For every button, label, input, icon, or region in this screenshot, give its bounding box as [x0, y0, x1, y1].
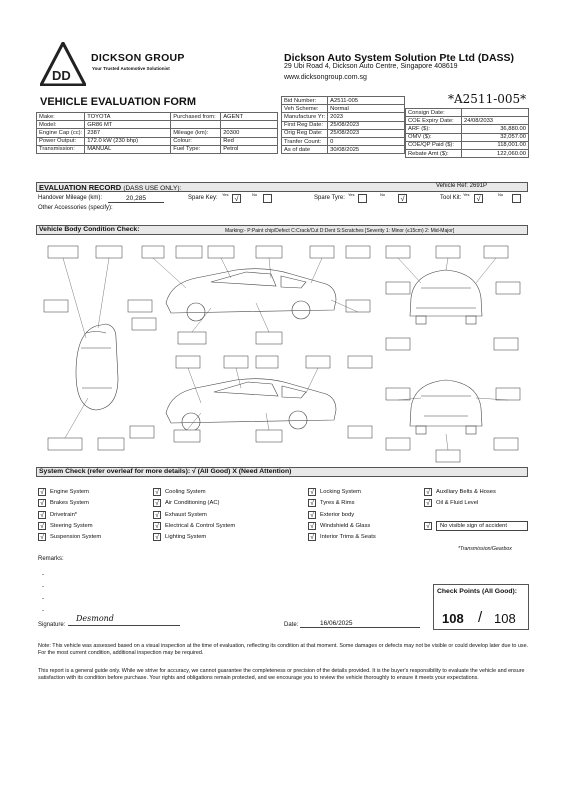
- system-check-item: Cooling System: [165, 489, 206, 495]
- handover-mileage-value: 20,285: [108, 195, 164, 203]
- remarks-label: Remarks:: [38, 556, 64, 562]
- vehicle-details-left: Make: TOYOTA Purchased from: AGENT Model: GR86 MT Engine Cap (cc): 2387 Mileage (km): 20300 Power Output: 172.0 kW (230 bhp) Colour: Red Transmission: MANUAL Fuel Type: Petrol: [36, 112, 278, 154]
- system-check-item: Tyres & Rims: [320, 500, 355, 507]
- dass-name: Dickson Auto System Solution Pte Ltd (DASS): [284, 52, 515, 64]
- system-check-item: Exhaust System: [165, 511, 207, 518]
- signature-label: Signature:: [38, 622, 66, 628]
- spare-key-yes-box[interactable]: √: [232, 194, 241, 203]
- tool-kit-no-box[interactable]: [512, 194, 521, 203]
- system-check-item: Exterior body: [320, 511, 355, 518]
- system-check-box[interactable]: √: [308, 511, 316, 519]
- check-points-box: Check Points (All Good): 108 / 108: [433, 584, 529, 630]
- check-good: 108: [442, 611, 464, 626]
- system-check-box[interactable]: √: [153, 499, 161, 507]
- system-check-item: Steering System: [50, 522, 93, 529]
- car-front-view: [410, 380, 482, 426]
- system-check-item: Locking System: [320, 489, 361, 495]
- car-side-view-left: [166, 379, 336, 423]
- system-check-item: Drivetrain*: [50, 511, 78, 518]
- system-check-item: Engine System: [50, 489, 89, 495]
- tool-kit-yes-box[interactable]: √: [474, 194, 483, 203]
- spare-tyre-yes-box[interactable]: [358, 194, 367, 203]
- transmission-footnote: *Transmission/Gearbox: [458, 546, 512, 552]
- system-check-header: System Check (refer overleaf for more details): √ (All Good) X (Need Attention): [36, 467, 528, 477]
- system-check-box[interactable]: √: [153, 488, 161, 496]
- marking-legend: Marking:- P:Paint chip/Defect C:Crack/Cut D:Dent S:Scratches [Severity 1: Minor (≤15cm) 2: Mid-Major]: [225, 228, 455, 234]
- system-check-box[interactable]: √: [308, 522, 316, 530]
- dass-address: 29 Ubi Road 4, Dickson Auto Centre, Singapore 408619: [284, 63, 458, 70]
- system-check-box[interactable]: √: [424, 499, 432, 507]
- tool-kit-label: Tool Kit:: [440, 195, 462, 201]
- dickson-logo: [40, 42, 86, 86]
- system-check-box[interactable]: √: [38, 488, 46, 496]
- signature: Desmond: [76, 614, 114, 623]
- system-check-box[interactable]: √: [308, 499, 316, 507]
- other-accessories-label: Other Accessories (specify):: [38, 205, 113, 211]
- system-check-box[interactable]: √: [424, 522, 432, 530]
- body-check-header: Vehicle Body Condition Check: Marking:- P:Paint chip/Defect C:Crack/Cut D:Dent S:Scratches [Severity 1: Minor (≤15cm) 2: Mid-Major]: [36, 225, 528, 235]
- company-name: DICKSON GROUP: [91, 52, 185, 64]
- signoff-date: 16/06/2025: [320, 620, 353, 627]
- car-top-view: [76, 324, 118, 410]
- vehicle-details-right: Consign Date: COE Expiry Date: 24/08/2033 ARF ($): 36,880.00 OMV ($): 32,057.00 COE/QP Paid ($): 118,001.00 Rebate Amt ($): 122,060.00: [405, 108, 529, 158]
- system-check-item: Electrical & Control System: [165, 522, 236, 529]
- date-label: Date:: [284, 622, 299, 628]
- spare-key-label: Spare Key:: [188, 195, 218, 201]
- evaluation-record-header: EVALUATION RECORD (DASS USE ONLY): Vehicle Ref: 2691P: [36, 182, 528, 192]
- svg-text:DD: DD: [52, 68, 71, 83]
- handover-mileage-label: Handover Mileage (km):: [38, 195, 103, 201]
- system-check-item: Lighting System: [165, 534, 207, 541]
- check-total: 108: [494, 611, 516, 626]
- system-check-item: No visible sign of accident: [436, 521, 528, 531]
- stamp-reference: *A2511-005*: [448, 92, 527, 106]
- form-title: VEHICLE EVALUATION FORM: [40, 96, 197, 108]
- system-check-box[interactable]: √: [38, 499, 46, 507]
- car-side-view-right: [166, 269, 336, 313]
- system-check-box[interactable]: √: [38, 522, 46, 530]
- dass-website[interactable]: www.dicksongroup.com.sg: [284, 74, 367, 81]
- note-inspection: Note: This vehicle was assessed based on a visual inspection at the time of evaluation, reflecting its condition at that moment. Some damages or defects may not be visible or could develop later due to use. For the most current condition, additional inspection may be required.: [38, 643, 529, 657]
- spare-tyre-label: Spare Tyre:: [314, 195, 345, 201]
- note-disclaimer: This report is a general guide only. While we strive for accuracy, we cannot guarantee the completeness or precision of the details provided. It is the buyer's responsibility to evaluate the vehicle and ensure satisfaction with its condition before purchase. Your rights and obligations remain protected, and we encourage you to review the vehicle thoroughly to ensure it meets your expectations.: [38, 668, 525, 682]
- system-check-item: Suspension System: [50, 534, 102, 541]
- vehicle-details-mid: Bid Number: A2511-005 Veh Scheme: Normal Manufacture Yr: 2023 First Reg Date: 25/08/2023 Orig Reg Date: 25/08/2023 Tranfer Count: 0 As of date 30/08/2025: [281, 96, 405, 154]
- system-check-box[interactable]: √: [153, 522, 161, 530]
- system-check-item: Windshield & Glass: [320, 522, 371, 529]
- car-rear-view: [410, 270, 482, 316]
- system-check-item: Auxiliary Belts & Hoses: [436, 489, 496, 495]
- spare-key-no-box[interactable]: [263, 194, 272, 203]
- system-check-box[interactable]: √: [153, 511, 161, 519]
- system-check-item: Interior Trims & Seats: [320, 534, 376, 541]
- company-tagline: Your Trusted Automotive Solutionist: [92, 66, 170, 71]
- system-check-item: Oil & Fluid Level: [436, 500, 479, 507]
- system-check-box[interactable]: √: [153, 533, 161, 541]
- system-check-box[interactable]: √: [308, 488, 316, 496]
- system-check-box[interactable]: √: [424, 488, 432, 496]
- system-check-box[interactable]: √: [308, 533, 316, 541]
- system-check-item: Brakes System: [50, 500, 89, 507]
- vehicle-body-diagram: [36, 238, 528, 464]
- spare-tyre-no-box[interactable]: √: [398, 194, 407, 203]
- system-check-box[interactable]: √: [38, 511, 46, 519]
- system-check-item: Air Conditioning (AC): [165, 500, 220, 507]
- system-check-box[interactable]: √: [38, 533, 46, 541]
